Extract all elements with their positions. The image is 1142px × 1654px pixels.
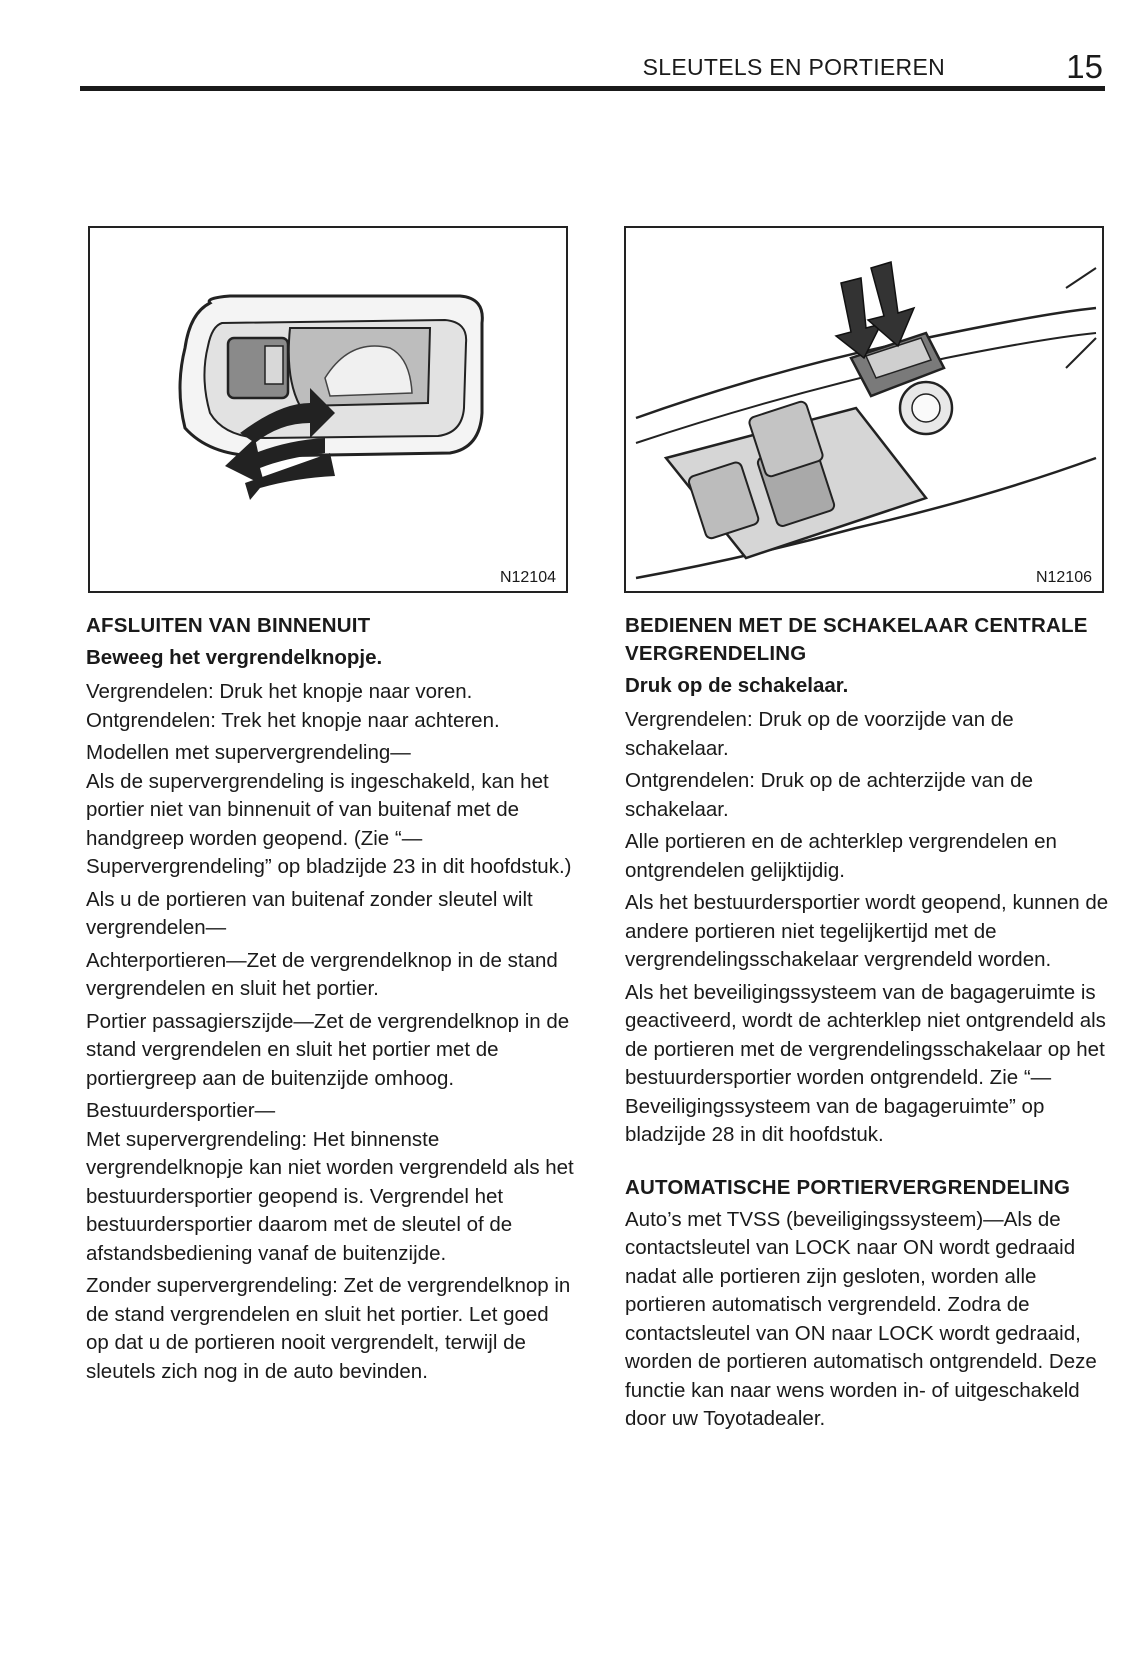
page-number: 15 <box>1066 48 1103 85</box>
paragraph: Alle portieren en de achterklep vergrendelen en ontgrendelen gelijktijdig. <box>625 830 1057 882</box>
figure-code-left: N12104 <box>499 569 556 586</box>
paragraph: Auto’s met TVSS (beveiligingssysteem)—Als de contactsleutel van LOCK naar ON wordt gedraaid nadat alle portieren zijn gesloten, worden alle portieren automatisch vergrendeld. Zodra de contactsleutel van ON naar LOCK wordt gedraaid, worden de portieren automatisch ontgrendeld. Deze functie kan naar wens worden in- of uitgeschakeld door uw Toyotadealer. <box>625 1207 1097 1430</box>
section-heading-lock-inside: AFSLUITEN VAN BINNENUIT <box>86 614 371 637</box>
header-rule <box>80 86 1105 91</box>
paragraph: Zonder supervergrendeling: Zet de vergrendelknop in de stand vergrendelen en sluit het portier. Let goed op dat u de portieren nooit vergrendelt, terwijl de sleutels zich nog in de auto bevinden. <box>86 1274 571 1383</box>
paragraph: Bestuurdersportier— Met supervergrendeling: Het binnenste vergrendelknopje kan niet worden vergrendeld als het bestuurdersportier geopend is. Vergrendel het bestuurdersportier daarom met de sleutel of de afstandsbediening vanaf de buitenzijde. <box>86 1099 574 1265</box>
figure-lock-switch <box>624 226 1104 593</box>
paragraph: Achterportieren—Zet de vergrendelknop in de stand vergrendelen en sluit het portier. <box>86 948 558 1000</box>
instruction-subheading: Druk op de schakelaar. <box>625 674 849 697</box>
paragraph: Als het beveiligingssysteem van de bagageruimte is geactiveerd, wordt de achterklep niet ontgrendeld als de portieren met de vergrendelingsschakelaar op het bestuurdersportier worden ontgrendeld. Zie “—Beveiligingssysteem van de bagageruimte” op bladzijde 28 in dit hoofdstuk. <box>625 980 1106 1146</box>
right-column <box>625 612 1113 1438</box>
door-handle-illustration <box>90 228 566 591</box>
left-column <box>86 612 574 1390</box>
paragraph: Als u de portieren van buitenaf zonder sleutel wilt vergrendelen— <box>86 887 533 939</box>
section-title: SLEUTELS EN PORTIEREN <box>642 54 945 80</box>
lock-switch-illustration <box>626 228 1102 591</box>
figure-code-right: N12106 <box>1035 569 1092 586</box>
paragraph: Ontgrendelen: Druk op de achterzijde van de schakelaar. <box>625 769 1033 821</box>
section-heading-central-lock-switch: BEDIENEN MET DE SCHAKELAAR CENTRALE VERGRENDELING <box>625 614 1088 665</box>
instruction-subheading: Beweeg het vergrendelknopje. <box>86 646 383 669</box>
figure-door-handle <box>88 226 568 593</box>
spacer <box>625 1154 1113 1174</box>
paragraph: Portier passagierszijde—Zet de vergrendelknop in de stand vergrendelen en sluit het portier met de portiergreep aan de buitenzijde omhoog. <box>86 1009 570 1090</box>
paragraph: Als het bestuurdersportier wordt geopend, kunnen de andere portieren niet tegelijkertijd met de vergrendelingsschakelaar vergrendeld worden. <box>625 891 1109 971</box>
paragraph: Vergrendelen: Druk het knopje naar voren. <box>86 680 473 703</box>
paragraph: Vergrendelen: Druk op de voorzijde van de schakelaar. <box>625 708 1014 760</box>
section-heading-auto-lock: AUTOMATISCHE PORTIERVERGRENDELING <box>625 1175 1071 1199</box>
paragraph: Modellen met supervergrendeling— Als de supervergrendeling is ingeschakeld, kan het portier niet van binnenuit of van buitenaf met de handgreep worden geopend. (Zie “—Supervergrendeling” op bladzijde 23 in dit hoofdstuk.) <box>86 741 572 878</box>
paragraph: Ontgrendelen: Trek het knopje naar achteren. <box>86 708 500 732</box>
page-header <box>80 48 1105 90</box>
